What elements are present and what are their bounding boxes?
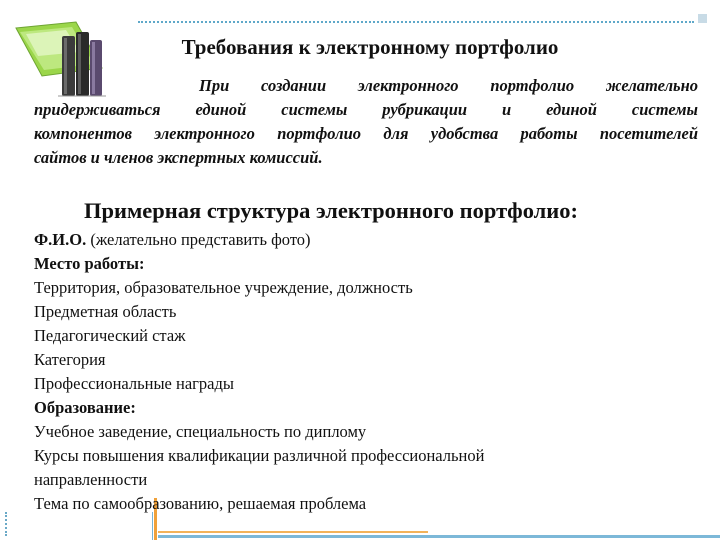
list-item-category: Категория xyxy=(34,350,106,369)
education-heading: Образование: xyxy=(34,398,136,417)
structure-list xyxy=(34,228,694,516)
bottom-orange-rule xyxy=(158,531,428,533)
list-item-courses: Курсы повышения квалификации различной профессиональной xyxy=(34,446,485,465)
intro-line: придерживаться единой системы рубрикации и единой системы xyxy=(34,100,698,119)
corner-square xyxy=(698,14,707,23)
list-item-institution: Учебное заведение, специальность по диплому xyxy=(34,422,367,441)
fio-label: Ф.И.О. xyxy=(34,230,87,249)
bottom-blue-rule xyxy=(158,535,720,538)
list-item-courses-continued: направленности xyxy=(34,470,148,489)
intro-line: сайтов и членов экспертных комиссий. xyxy=(34,148,323,167)
list-item-teaching-experience: Педагогический стаж xyxy=(34,326,186,345)
intro-line: компонентов электронного портфолио для удобства работы посетителей xyxy=(34,124,698,143)
intro-line: При создании электронного портфолио желательно xyxy=(199,76,698,95)
fio-note: (желательно представить фото) xyxy=(86,230,311,249)
list-item-awards: Профессиональные награды xyxy=(34,374,234,393)
list-item-fio xyxy=(34,228,694,252)
intro-paragraph xyxy=(34,74,698,170)
structure-heading: Примерная структура электронного портфолио: xyxy=(84,198,578,223)
top-dotted-rule xyxy=(138,21,694,23)
list-item-self-education: Тема по самообразованию, решаемая проблема xyxy=(34,494,367,513)
bottom-left-blue-bar xyxy=(152,512,153,540)
list-item-subject-area: Предметная область xyxy=(34,302,177,321)
left-dotted-rule xyxy=(5,512,7,536)
slide-title: Требования к электронному портфолио xyxy=(181,35,559,59)
list-item-territory: Территория, образовательное учреждение, должность xyxy=(34,278,413,297)
workplace-heading: Место работы: xyxy=(34,254,145,273)
